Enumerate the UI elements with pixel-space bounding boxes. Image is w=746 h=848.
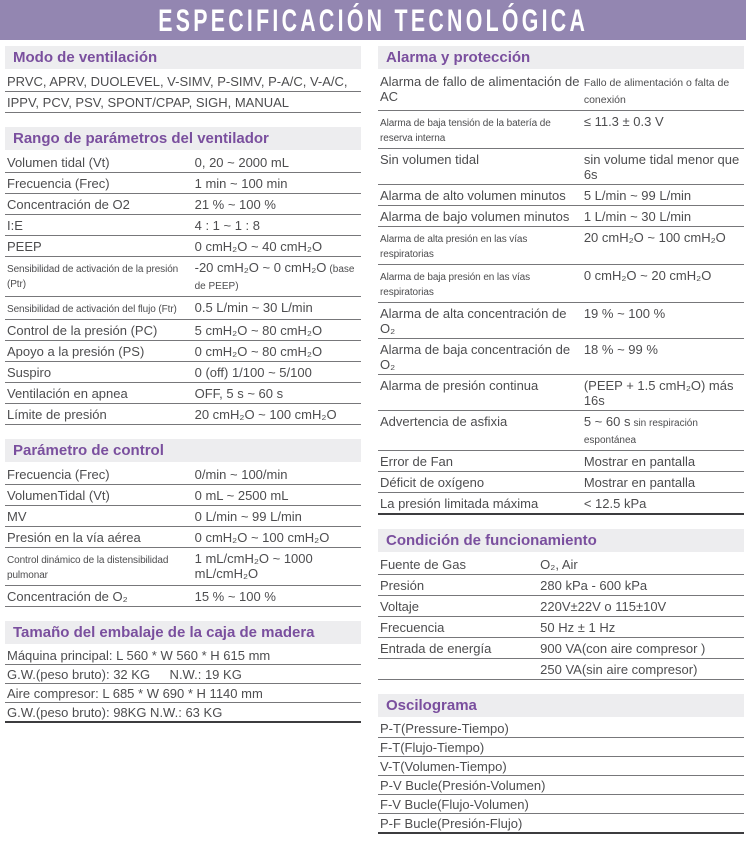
spec-row <box>5 586 361 607</box>
row-label: Apoyo a la presión (PS) <box>7 344 145 359</box>
row-value <box>195 323 361 338</box>
row-label: Alarma de alta presión en las vías respiratorias <box>380 234 528 260</box>
section-tamano-del-embalaje <box>5 621 361 723</box>
spec-row <box>5 320 361 341</box>
row-value <box>195 407 361 422</box>
row-value-text: 5 ~ 60 s <box>583 414 631 429</box>
row-value-text: O₂, Air <box>540 557 578 572</box>
row-value-text: 15 % ~ 100 % <box>194 589 276 604</box>
right-column <box>378 46 744 848</box>
row-label: Déficit de oxígeno <box>380 475 485 490</box>
row-value <box>540 599 744 614</box>
row-value <box>540 578 744 593</box>
row-label: Control dinámico de la distensibilidad pulmonar <box>7 555 169 581</box>
row-value <box>584 378 744 408</box>
row-value-text: 21 % ~ 100 % <box>194 197 276 212</box>
section-condicion-de-funcionamiento <box>378 529 744 680</box>
spec-row <box>5 383 361 404</box>
row-value <box>584 230 744 245</box>
section-title: Modo de ventilación <box>5 46 361 69</box>
row-label: Fuente de Gas <box>380 557 466 572</box>
spec-row <box>5 527 361 548</box>
spec-row <box>378 719 744 738</box>
spec-row <box>378 575 744 596</box>
spec-row <box>378 111 744 149</box>
row-value <box>195 239 361 254</box>
spec-row <box>5 665 361 684</box>
spec-row <box>378 149 744 185</box>
row-value-text: 18 % ~ 99 % <box>583 342 658 357</box>
row-value <box>540 662 744 677</box>
row-text: PRVC, APRV, DUOLEVEL, V-SIMV, P-SIMV, P-A/C, V-A/C, <box>7 74 348 89</box>
spec-row <box>378 795 744 814</box>
row-value-text: 5 L/min ~ 99 L/min <box>583 188 692 203</box>
row-value-text: OFF, 5 s ~ 60 s <box>194 386 284 401</box>
spec-row <box>378 554 744 575</box>
row-label: I:E <box>7 218 23 233</box>
row-value-text: (PEEP + 1.5 cmH₂O) más 16s <box>583 378 734 408</box>
row-value-text: 0, 20 ~ 2000 mL <box>194 155 289 170</box>
spec-row <box>378 451 744 472</box>
row-value <box>584 454 744 469</box>
row-value-text: 0 cmH₂O ~ 20 cmH₂O <box>583 268 712 283</box>
section-rows <box>378 554 744 680</box>
section-alarma-y-proteccion <box>378 46 744 515</box>
section-parametro-de-control <box>5 439 361 607</box>
spec-row <box>5 506 361 527</box>
row-value-text: 250 VA(sin aire compresor) <box>540 662 698 677</box>
spec-row <box>378 776 744 795</box>
row-label: Sensibilidad de activación de la presión (Ptr) <box>7 264 179 290</box>
row-value-text: sin volume tidal menor que 6s <box>583 152 740 182</box>
spec-row <box>5 485 361 506</box>
row-value <box>195 509 361 524</box>
row-value-note: sin respiración espontánea <box>583 418 698 446</box>
row-value-text: -20 cmH₂O ~ 0 cmH₂O <box>194 260 327 275</box>
row-value <box>584 114 744 129</box>
section-rango-de-parametros <box>5 127 361 425</box>
row-label: Límite de presión <box>7 407 107 422</box>
columns-container <box>0 40 746 848</box>
row-label: Sin volumen tidal <box>380 152 479 167</box>
section-title: Oscilograma <box>378 694 744 717</box>
row-text: F-V Bucle(Flujo-Volumen) <box>380 797 529 812</box>
row-text: G.W.(peso bruto): 32 KG N.W.: 19 KG <box>7 667 242 682</box>
spec-row <box>5 703 361 723</box>
spec-row <box>378 638 744 659</box>
spec-row <box>5 71 361 92</box>
spec-row <box>378 617 744 638</box>
row-label: Concentración de O2 <box>7 197 130 212</box>
section-rows <box>378 71 744 515</box>
row-label: Frecuencia (Frec) <box>7 176 110 191</box>
left-column <box>5 46 361 848</box>
spec-row <box>5 646 361 665</box>
row-value <box>584 475 744 490</box>
row-value-text: 1 min ~ 100 min <box>194 176 288 191</box>
section-title: Rango de parámetros del ventilador <box>5 127 361 150</box>
spec-row <box>378 738 744 757</box>
row-value <box>195 551 361 581</box>
row-value-text: 0 L/min ~ 99 L/min <box>194 509 302 524</box>
row-value-note: (base de PEEP) <box>194 264 355 292</box>
row-value <box>584 209 744 224</box>
row-label: Alarma de baja tensión de la batería de reserva interna <box>380 118 551 144</box>
spec-row <box>5 173 361 194</box>
row-value <box>584 74 744 108</box>
section-title: Parámetro de control <box>5 439 361 462</box>
spec-row <box>5 464 361 485</box>
row-value <box>584 414 744 448</box>
row-label: Alarma de baja concentración de O₂ <box>380 342 571 372</box>
spec-row <box>5 404 361 425</box>
row-label: Presión <box>380 578 425 593</box>
section-title: Alarma y protección <box>378 46 744 69</box>
spec-row <box>5 257 361 297</box>
spec-row <box>378 659 744 680</box>
row-value-text: 0 (off) 1/100 ~ 5/100 <box>194 365 312 380</box>
row-value-text: 0.5 L/min ~ 30 L/min <box>194 300 313 315</box>
row-value-text: 20 cmH₂O ~ 100 cmH₂O <box>583 230 726 245</box>
row-value-text: 280 kPa - 600 kPa <box>540 578 648 593</box>
row-label: La presión limitada máxima <box>380 496 539 511</box>
spec-row <box>5 152 361 173</box>
section-title: Tamaño del embalaje de la caja de madera <box>5 621 361 644</box>
row-label: Alarma de presión continua <box>380 378 539 393</box>
section-rows <box>5 71 361 113</box>
row-label: Alarma de alto volumen minutos <box>380 188 566 203</box>
page-title-band <box>0 0 746 40</box>
row-label: Presión en la vía aérea <box>7 530 141 545</box>
row-label: Concentración de O₂ <box>7 589 128 604</box>
row-value-text: 0/min ~ 100/min <box>194 467 288 482</box>
row-value <box>540 557 744 572</box>
row-value <box>195 589 361 604</box>
row-value <box>195 176 361 191</box>
row-label: Frecuencia (Frec) <box>7 467 110 482</box>
row-value <box>584 188 744 203</box>
row-value-text: 5 cmH₂O ~ 80 cmH₂O <box>194 323 323 338</box>
row-label: Advertencia de asfixia <box>380 414 508 429</box>
row-value <box>195 155 361 170</box>
section-rows <box>5 464 361 607</box>
row-value <box>584 306 744 321</box>
row-value <box>584 496 744 511</box>
row-label: Voltaje <box>380 599 420 614</box>
spec-row <box>5 236 361 257</box>
row-value <box>584 152 744 182</box>
spec-row <box>378 185 744 206</box>
spec-row <box>378 339 744 375</box>
spec-row <box>378 596 744 617</box>
row-value <box>584 268 744 283</box>
spec-row <box>5 194 361 215</box>
row-value-text: 0 cmH₂O ~ 80 cmH₂O <box>194 344 323 359</box>
row-label: Frecuencia <box>380 620 445 635</box>
row-label: Error de Fan <box>380 454 453 469</box>
row-text: F-T(Flujo-Tiempo) <box>380 740 485 755</box>
spec-row <box>378 265 744 303</box>
row-value <box>195 197 361 212</box>
section-rows <box>5 152 361 425</box>
row-value-text: 0 cmH₂O ~ 100 cmH₂O <box>194 530 330 545</box>
spec-row <box>378 206 744 227</box>
spec-row <box>378 303 744 339</box>
spec-row <box>5 362 361 383</box>
row-value-text: 220V±22V o 115±10V <box>540 599 667 614</box>
spec-row <box>378 757 744 776</box>
row-value-text: 50 Hz ± 1 Hz <box>540 620 616 635</box>
section-title: Condición de funcionamiento <box>378 529 744 552</box>
row-value <box>195 344 361 359</box>
row-label: PEEP <box>7 239 42 254</box>
row-label: Volumen tidal (Vt) <box>7 155 110 170</box>
spec-row <box>5 341 361 362</box>
section-rows <box>378 719 744 834</box>
row-value-text: < 12.5 kPa <box>583 496 647 511</box>
row-value-text: 0 cmH₂O ~ 40 cmH₂O <box>194 239 323 254</box>
section-modo-de-ventilacion <box>5 46 361 113</box>
spec-row <box>378 493 744 515</box>
row-value-text: 1 mL/cmH₂O ~ 1000 mL/cmH₂O <box>194 551 313 581</box>
row-value-text: 19 % ~ 100 % <box>583 306 666 321</box>
row-label: Sensibilidad de activación del flujo (Ftr) <box>7 304 177 315</box>
row-label: Suspiro <box>7 365 52 380</box>
spec-row <box>5 215 361 236</box>
spec-row <box>378 472 744 493</box>
row-value <box>195 218 361 233</box>
row-value-text: Mostrar en pantalla <box>583 454 696 469</box>
row-label: Entrada de energía <box>380 641 492 656</box>
section-rows <box>5 646 361 723</box>
row-value <box>195 260 361 294</box>
spec-row <box>378 814 744 834</box>
row-text: V-T(Volumen-Tiempo) <box>380 759 507 774</box>
row-value-text: 20 cmH₂O ~ 100 cmH₂O <box>194 407 337 422</box>
row-value <box>540 641 744 656</box>
spec-row <box>378 227 744 265</box>
section-oscilograma <box>378 694 744 834</box>
row-value <box>540 620 744 635</box>
row-text: Aire compresor: L 685 * W 690 * H 1140 mm <box>7 686 263 701</box>
row-label: VolumenTidal (Vt) <box>7 488 110 503</box>
row-text: Máquina principal: L 560 * W 560 * H 615 mm <box>7 648 271 663</box>
spec-row <box>378 411 744 451</box>
row-text: IPPV, PCV, PSV, SPONT/CPAP, SIGH, MANUAL <box>7 95 290 110</box>
row-label: Control de la presión (PC) <box>7 323 158 338</box>
row-value <box>195 365 361 380</box>
row-value <box>195 530 361 545</box>
row-value <box>195 386 361 401</box>
row-label: Ventilación en apnea <box>7 386 128 401</box>
row-label: MV <box>7 509 27 524</box>
row-label: Alarma de alta concentración de O₂ <box>380 306 567 336</box>
row-value-text: 4 : 1 ~ 1 : 8 <box>194 218 261 233</box>
row-text: P-V Bucle(Presión-Volumen) <box>380 778 546 793</box>
spec-row <box>5 684 361 703</box>
row-text: G.W.(peso bruto): 98KG N.W.: 63 KG <box>7 705 223 720</box>
row-label: Alarma de bajo volumen minutos <box>380 209 570 224</box>
row-text: P-F Bucle(Presión-Flujo) <box>380 816 523 831</box>
row-value <box>195 300 361 315</box>
row-value <box>584 342 744 357</box>
row-value-text: Mostrar en pantalla <box>583 475 696 490</box>
row-value-text: 900 VA(con aire compresor ) <box>540 641 706 656</box>
row-text: P-T(Pressure-Tiempo) <box>380 721 509 736</box>
row-value-text: 1 L/min ~ 30 L/min <box>583 209 692 224</box>
spec-row <box>5 297 361 320</box>
row-label: Alarma de baja presión en las vías respiratorias <box>380 272 531 298</box>
page-title: ESPECIFICACIÓN TECNOLÓGICA <box>158 1 588 38</box>
row-value-text: Fallo de alimentación o falta de conexión <box>583 77 730 106</box>
spec-row <box>5 92 361 113</box>
row-value-text: ≤ 11.3 ± 0.3 V <box>583 114 664 129</box>
spec-row <box>378 71 744 111</box>
row-value-text: 0 mL ~ 2500 mL <box>194 488 289 503</box>
spec-row <box>5 548 361 586</box>
row-label: Alarma de fallo de alimentación de AC <box>380 74 580 104</box>
spec-row <box>378 375 744 411</box>
row-value <box>195 488 361 503</box>
row-value <box>195 467 361 482</box>
